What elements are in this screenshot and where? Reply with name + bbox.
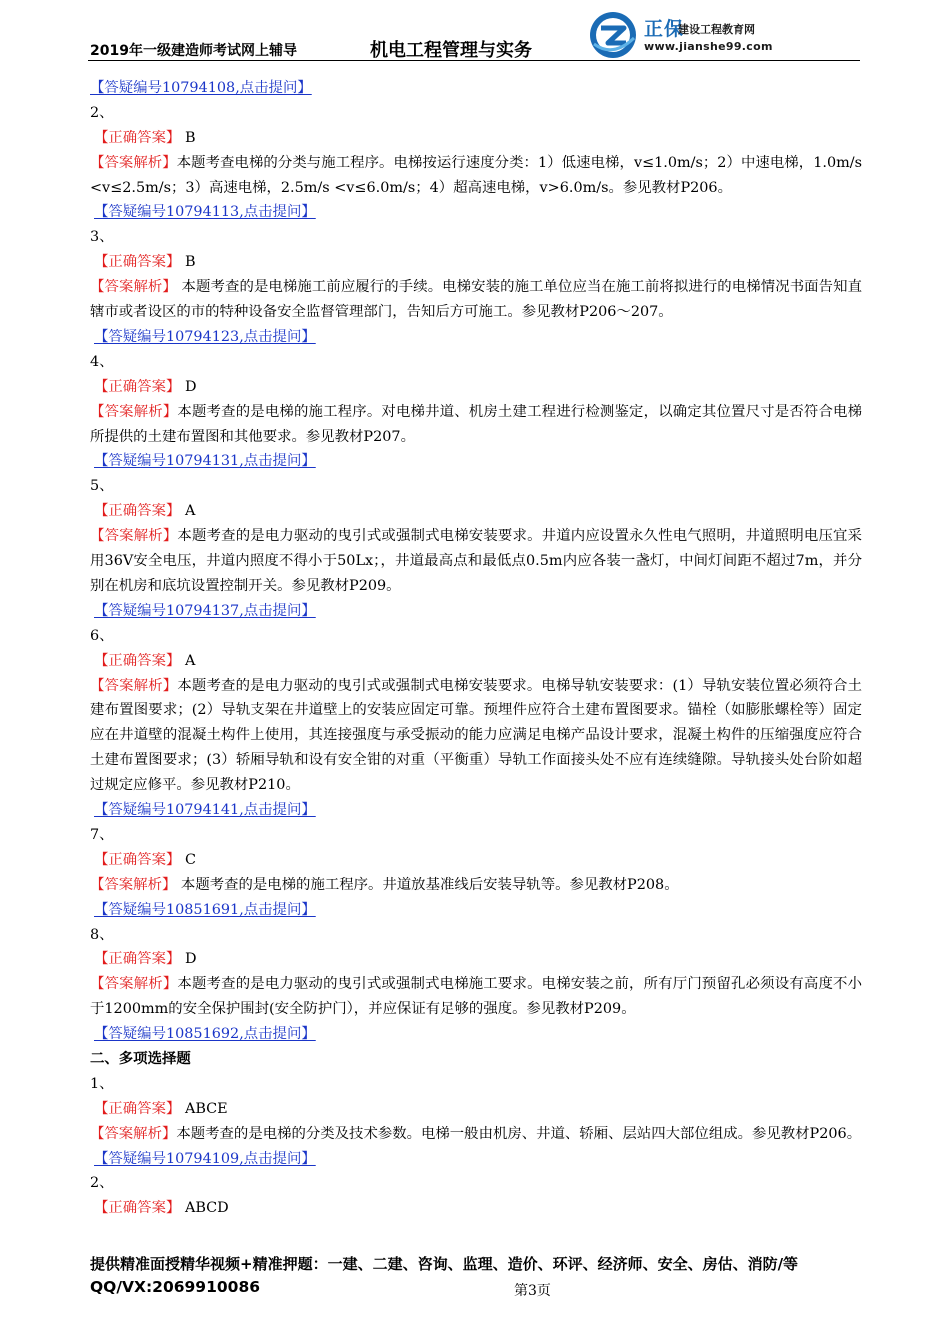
question-number: 1、 [90, 1075, 114, 1092]
answer-block-q3 [90, 225, 862, 349]
logo-name: 正保 [644, 18, 685, 40]
analysis-text: 本题考查电梯的分类与施工程序。电梯按运行速度分类：1）低速电梯，v≤1.0m/s；2）中速电梯，1.0m/s <v≤2.5m/s；3）高速电梯，2.5m/s <v≤6.0m/s；4）超高速电梯，v>6.0m/s。参见教材P206。 [90, 154, 862, 196]
question-number: 4、 [90, 353, 114, 370]
question-link[interactable]: 【答疑编号10794137,点击提问】 [94, 602, 316, 619]
correct-answer-value: A [184, 503, 196, 520]
brand-logo [588, 10, 860, 60]
analysis-text: 本题考查的是电梯的施工程序。井道放基准线后安装导轨等。参见教材P208。 [176, 876, 679, 893]
analysis-text: 本题考查的是电力驱动的曳引式或强制式电梯安装要求。井道内应设置永久性电气照明，井道照明电压宜采用36V安全电压，井道内照度不得小于50Lx；，井道最高点和最低点0.5m内应各装一盏灯，中间灯间距不超过7m，并分别在机房和底坑设置控制开关。参见教材P209。 [90, 528, 862, 594]
question-link[interactable]: 【答疑编号10794141,点击提问】 [94, 802, 316, 819]
answer-block-q5 [90, 474, 862, 623]
correct-answer-value: B [184, 129, 196, 146]
correct-answer-label: 【正确答案】 [94, 129, 181, 146]
answer-block-q4 [90, 350, 862, 474]
answer-block-q7 [90, 823, 862, 923]
correct-answer-label: 【正确答案】 [94, 1100, 181, 1117]
analysis-label: 【答案解析】 [90, 976, 178, 993]
correct-answer-value: ABCE [184, 1100, 228, 1117]
question-link[interactable]: 【答疑编号10794131,点击提问】 [94, 453, 316, 470]
correct-answer-value: B [184, 254, 196, 271]
question-link[interactable]: 【答疑编号10794123,点击提问】 [94, 328, 316, 345]
answer-content [90, 76, 862, 1221]
correct-answer-label: 【正确答案】 [94, 503, 181, 520]
question-number: 2、 [90, 1175, 114, 1192]
analysis-label: 【答案解析】 [90, 154, 177, 171]
analysis-text: 本题考查的是电梯的分类及技术参数。电梯一般由机房、井道、轿厢、层站四大部位组成。参见教材P206。 [176, 1125, 862, 1142]
question-number: 2、 [90, 104, 114, 121]
correct-answer-value: D [184, 951, 197, 968]
header-course-title: 2019年一级建造师考试网上辅导 [90, 43, 297, 59]
question-number: 5、 [90, 478, 114, 495]
correct-answer-label: 【正确答案】 [94, 652, 181, 669]
correct-answer-label: 【正确答案】 [94, 378, 181, 395]
logo-subtitle: 建设工程教育网 [678, 23, 755, 36]
correct-answer-value: C [184, 851, 196, 868]
logo-emblem-icon [588, 10, 638, 60]
correct-answer-value: A [184, 652, 196, 669]
logo-url: www.jianshe99.com [644, 40, 773, 53]
question-number: 3、 [90, 229, 114, 246]
analysis-label: 【答案解析】 [90, 1125, 177, 1142]
answer-block-m1 [90, 1072, 862, 1172]
correct-answer-value: D [184, 378, 197, 395]
header-divider [88, 60, 860, 61]
footer-promo-text: 提供精准面授精华视频+精准押题：一建、二建、咨询、监理、造价、环评、经济师、安全、房估、消防/等 [90, 1255, 799, 1273]
answer-block-m2 [90, 1171, 862, 1221]
answer-block-q6 [90, 624, 862, 823]
analysis-label: 【答案解析】 [90, 528, 178, 545]
question-link[interactable]: 【答疑编号10794108,点击提问】 [90, 80, 312, 96]
analysis-text: 本题考查的是电力驱动的曳引式或强制式电梯安装要求。电梯导轨安装要求：(1）导轨安装位置必须符合土建布置图要求；(2）导轨支架在井道壁上的安装应固定可靠。预埋件应符合土建布置图要求。锚栓（如膨胀螺栓等）固定应在井道壁的混凝土构件上使用，其连接强度与承受振动的能力应满足电梯产品设计要求，混凝土构件的压缩强度应符合土建布置图要求；(3）轿厢导轨和设有安全钳的对重（平衡重）导轨工作面接头处不应有连续缝隙。导轨接头处台阶如超过规定应修平。参见教材P210。 [90, 677, 862, 794]
section-heading: 二、多项选择题 [90, 1051, 191, 1067]
correct-answer-label: 【正确答案】 [94, 1200, 181, 1217]
analysis-label: 【答案解析】 [90, 403, 178, 420]
correct-answer-label: 【正确答案】 [94, 851, 181, 868]
analysis-label: 【答案解析】 [90, 876, 177, 893]
analysis-label: 【答案解析】 [90, 677, 178, 694]
header-subject-title: 机电工程管理与实务 [370, 40, 532, 61]
correct-answer-label: 【正确答案】 [94, 254, 181, 271]
question-link[interactable]: 【答疑编号10794109,点击提问】 [94, 1150, 316, 1167]
question-link[interactable]: 【答疑编号10851692,点击提问】 [94, 1026, 316, 1043]
question-link[interactable]: 【答疑编号10794113,点击提问】 [94, 204, 316, 221]
question-number: 8、 [90, 926, 114, 943]
page-header [88, 0, 860, 62]
analysis-label: 【答案解析】 [90, 279, 177, 296]
question-number: 6、 [90, 627, 114, 644]
analysis-text: 本题考查的是电梯施工前应履行的手续。电梯安装的施工单位应当在施工前将拟进行的电梯情况书面告知直辖市或者设区的市的特种设备安全监督管理部门，告知后方可施工。参见教材P206～207。 [90, 279, 862, 321]
analysis-text: 本题考查的是电梯的施工程序。对电梯井道、机房土建工程进行检测鉴定，以确定其位置尺寸是否符合电梯所提供的土建布置图和其他要求。参见教材P207。 [90, 403, 862, 445]
page-number: 第3页 [514, 1283, 551, 1299]
analysis-text: 本题考查的是电力驱动的曳引式或强制式电梯施工要求。电梯安装之前，所有厅门预留孔必须设有高度不小于1200mm的安全保护围封(安全防护门），并应保证有足够的强度。参见教材P209。 [90, 976, 862, 1018]
question-link[interactable]: 【答疑编号10851691,点击提问】 [94, 901, 316, 918]
answer-block-q8 [90, 923, 862, 1047]
answer-block-q2 [90, 101, 862, 225]
correct-answer-value: ABCD [184, 1200, 229, 1217]
question-number: 7、 [90, 826, 114, 843]
footer-contact: QQ/VX:2069910086 [90, 1278, 261, 1296]
correct-answer-label: 【正确答案】 [94, 951, 181, 968]
